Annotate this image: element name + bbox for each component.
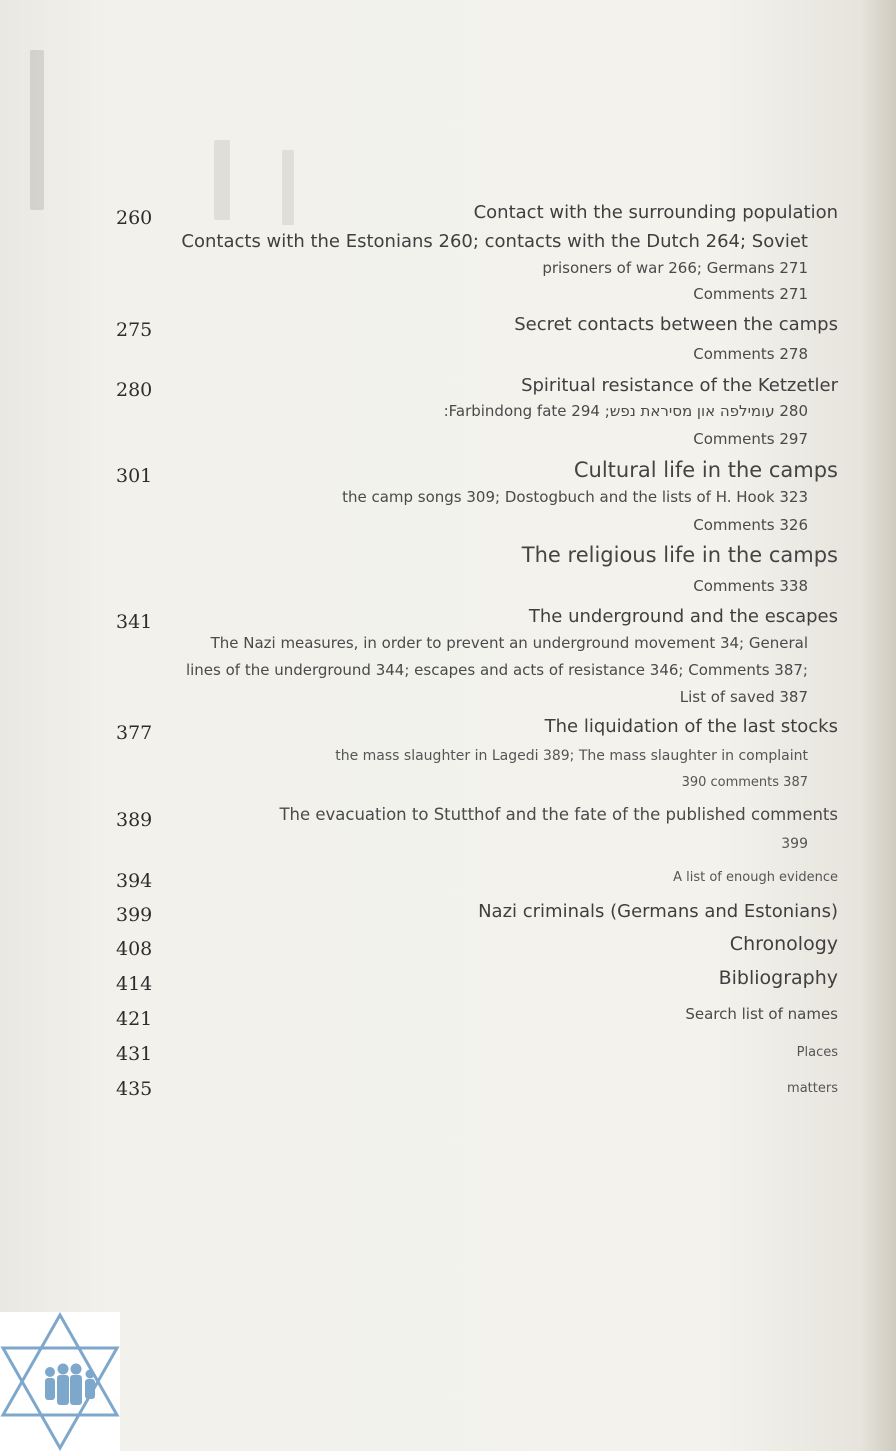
ink-smudge [30,50,44,210]
toc-page-number: 394 [116,870,153,892]
toc-chapter-title: The underground and the escapes [528,606,838,627]
toc-subtopics: lines of the underground 344; escapes and acts of resistance 346; Comments 387; [185,661,808,679]
toc-chapter-title: Spiritual resistance of the Ketzetler [521,375,838,396]
toc-chapter-title: matters [787,1081,838,1096]
toc-subtopics: 280 עומילפה און מסיראת נפש; Farbindong fate 294: [443,402,808,420]
toc-page-number: 408 [116,938,153,960]
toc-comments: Comments 271 [693,285,808,303]
toc-comments: Comments 326 [693,516,808,534]
toc-chapter-title: Cultural life in the camps [573,458,838,482]
toc-page-number: 399 [116,904,153,926]
toc-chapter-title: Places [796,1045,838,1060]
toc-subtopics: the camp songs 309; Dostogbuch and the lists of H. Hook 323 [342,488,808,506]
toc-chapter-title: Nazi criminals (Germans and Estonians) [478,901,838,922]
toc-page-number: 280 [116,379,153,401]
toc-chapter-title: The religious life in the camps [521,543,838,567]
toc-comments: Comments 338 [693,577,808,595]
toc-chapter-title: Search list of names [685,1005,838,1023]
ink-smudge [282,150,294,225]
toc-chapter-title: The evacuation to Stutthof and the fate of the published comments [279,805,838,824]
toc-comments: Comments 297 [693,430,808,448]
toc-subtopics: the mass slaughter in Lagedi 389; The mass slaughter in complaint [335,748,808,764]
toc-comments: 390 comments 387 [681,775,808,790]
toc-subtopics: The Nazi measures, in order to prevent an underground movement 34; General [210,634,808,652]
toc-chapter-title: Secret contacts between the camps [514,314,838,335]
toc-comments: Comments 278 [693,345,808,363]
toc-chapter-title: The liquidation of the last stocks [544,716,838,737]
toc-page-number: 414 [116,973,153,995]
star-of-david-family-icon [0,1312,120,1451]
toc-page-number: 301 [116,465,153,487]
toc-comments: 399 [781,836,808,852]
toc-page-number: 341 [116,611,153,633]
toc-page-number: 421 [116,1008,153,1030]
toc-page-number: 275 [116,319,153,341]
toc-chapter-title: Contact with the surrounding population [473,202,838,223]
toc-page-number: 431 [116,1043,153,1065]
toc-chapter-title: Chronology [729,933,838,955]
toc-chapter-title: Bibliography [718,967,838,989]
toc-page-number: 389 [116,809,153,831]
toc-chapter-title: A list of enough evidence [673,870,838,885]
toc-comments: List of saved 387 [679,688,808,706]
toc-subtopics: prisoners of war 266; Germans 271 [542,259,808,277]
toc-page-number: 435 [116,1078,153,1100]
toc-page-number: 260 [116,207,153,229]
toc-subtopics: Contacts with the Estonians 260; contacts with the Dutch 264; Soviet [181,231,808,252]
ink-smudge [214,140,230,220]
toc-page-number: 377 [116,722,153,744]
